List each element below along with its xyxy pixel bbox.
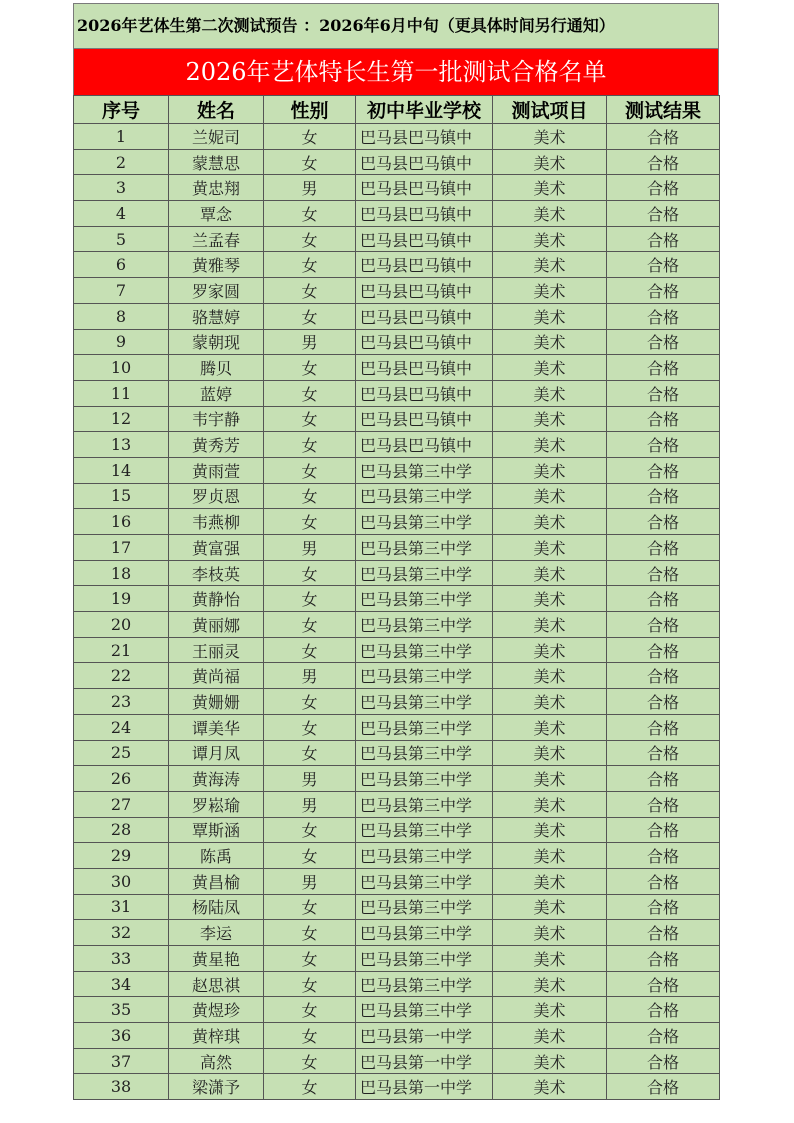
cell-index[interactable]: 8 [74, 303, 169, 329]
cell-name[interactable]: 罗贞恩 [169, 483, 264, 509]
cell-gender[interactable]: 女 [264, 303, 356, 329]
cell-name[interactable]: 黄梓琪 [169, 1023, 264, 1049]
cell-name[interactable]: 蒙慧思 [169, 149, 264, 175]
cell-name[interactable]: 李枝英 [169, 560, 264, 586]
cell-result[interactable]: 合格 [607, 175, 720, 201]
cell-index[interactable]: 31 [74, 894, 169, 920]
cell-school[interactable]: 巴马县巴马镇中 [356, 175, 493, 201]
cell-result[interactable]: 合格 [607, 586, 720, 612]
cell-index[interactable]: 19 [74, 586, 169, 612]
cell-result[interactable]: 合格 [607, 252, 720, 278]
cell-index[interactable]: 5 [74, 226, 169, 252]
cell-result[interactable]: 合格 [607, 714, 720, 740]
cell-subject[interactable]: 美术 [493, 586, 607, 612]
cell-name[interactable]: 赵思祺 [169, 971, 264, 997]
cell-subject[interactable]: 美术 [493, 1023, 607, 1049]
cell-gender[interactable]: 女 [264, 740, 356, 766]
table-row [74, 868, 720, 894]
table-row [74, 1048, 720, 1074]
cell-gender[interactable]: 女 [264, 586, 356, 612]
table-row [74, 560, 720, 586]
cell-subject[interactable]: 美术 [493, 612, 607, 638]
cell-gender[interactable]: 女 [264, 997, 356, 1023]
cell-school[interactable]: 巴马县第一中学 [356, 1074, 493, 1100]
cell-name[interactable]: 黄丽娜 [169, 612, 264, 638]
cell-index[interactable]: 21 [74, 637, 169, 663]
cell-index[interactable]: 12 [74, 406, 169, 432]
cell-subject[interactable]: 美术 [493, 406, 607, 432]
cell-result[interactable]: 合格 [607, 278, 720, 304]
cell-school[interactable]: 巴马县第三中学 [356, 997, 493, 1023]
cell-index[interactable]: 37 [74, 1048, 169, 1074]
cell-result[interactable]: 合格 [607, 689, 720, 715]
cell-result[interactable]: 合格 [607, 483, 720, 509]
table-row [74, 509, 720, 535]
cell-subject[interactable]: 美术 [493, 535, 607, 561]
cell-school[interactable]: 巴马县第三中学 [356, 740, 493, 766]
cell-name[interactable]: 罗崧瑜 [169, 791, 264, 817]
cell-school[interactable]: 巴马县第三中学 [356, 714, 493, 740]
cell-name[interactable]: 高然 [169, 1048, 264, 1074]
header-subject[interactable]: 测试项目 [493, 96, 607, 124]
cell-name[interactable]: 兰孟春 [169, 226, 264, 252]
cell-name[interactable]: 黄静怡 [169, 586, 264, 612]
cell-school[interactable]: 巴马县巴马镇中 [356, 201, 493, 227]
cell-index[interactable]: 13 [74, 432, 169, 458]
results-table [73, 95, 720, 1100]
cell-school[interactable]: 巴马县第三中学 [356, 535, 493, 561]
table-row [74, 586, 720, 612]
table-row [74, 226, 720, 252]
cell-result[interactable]: 合格 [607, 740, 720, 766]
cell-result[interactable]: 合格 [607, 149, 720, 175]
cell-school[interactable]: 巴马县第三中学 [356, 483, 493, 509]
cell-gender[interactable]: 男 [264, 868, 356, 894]
cell-name[interactable]: 黄忠翔 [169, 175, 264, 201]
cell-school[interactable]: 巴马县巴马镇中 [356, 124, 493, 150]
table-row [74, 714, 720, 740]
cell-school[interactable]: 巴马县巴马镇中 [356, 226, 493, 252]
cell-subject[interactable]: 美术 [493, 560, 607, 586]
cell-subject[interactable]: 美术 [493, 714, 607, 740]
cell-gender[interactable]: 女 [264, 1023, 356, 1049]
cell-index[interactable]: 28 [74, 817, 169, 843]
cell-subject[interactable]: 美术 [493, 663, 607, 689]
table-row [74, 894, 720, 920]
cell-school[interactable]: 巴马县第三中学 [356, 663, 493, 689]
cell-subject[interactable]: 美术 [493, 637, 607, 663]
cell-name[interactable]: 骆慧婷 [169, 303, 264, 329]
cell-subject[interactable]: 美术 [493, 1048, 607, 1074]
table-row [74, 406, 720, 432]
table-row [74, 997, 720, 1023]
cell-result[interactable]: 合格 [607, 406, 720, 432]
cell-index[interactable]: 4 [74, 201, 169, 227]
cell-subject[interactable]: 美术 [493, 791, 607, 817]
cell-index[interactable]: 32 [74, 920, 169, 946]
cell-name[interactable]: 罗家圆 [169, 278, 264, 304]
cell-name[interactable]: 黄星艳 [169, 946, 264, 972]
cell-result[interactable]: 合格 [607, 868, 720, 894]
table-row [74, 663, 720, 689]
cell-result[interactable]: 合格 [607, 612, 720, 638]
cell-name[interactable]: 韦燕柳 [169, 509, 264, 535]
cell-subject[interactable]: 美术 [493, 278, 607, 304]
table-row [74, 149, 720, 175]
cell-name[interactable]: 黄煜珍 [169, 997, 264, 1023]
cell-name[interactable]: 谭美华 [169, 714, 264, 740]
cell-result[interactable]: 合格 [607, 791, 720, 817]
cell-subject[interactable]: 美术 [493, 766, 607, 792]
cell-gender[interactable]: 女 [264, 252, 356, 278]
cell-subject[interactable]: 美术 [493, 689, 607, 715]
cell-result[interactable]: 合格 [607, 303, 720, 329]
cell-index[interactable]: 7 [74, 278, 169, 304]
table-row [74, 355, 720, 381]
cell-gender[interactable]: 女 [264, 201, 356, 227]
cell-subject[interactable]: 美术 [493, 355, 607, 381]
table-row [74, 1023, 720, 1049]
cell-school[interactable]: 巴马县第一中学 [356, 1023, 493, 1049]
cell-name[interactable]: 黄雨萱 [169, 457, 264, 483]
table-row [74, 843, 720, 869]
table-row [74, 971, 720, 997]
cell-gender[interactable]: 女 [264, 612, 356, 638]
cell-index[interactable]: 10 [74, 355, 169, 381]
cell-result[interactable]: 合格 [607, 946, 720, 972]
cell-gender[interactable]: 男 [264, 175, 356, 201]
cell-school[interactable]: 巴马县第三中学 [356, 946, 493, 972]
table-row [74, 920, 720, 946]
cell-name[interactable]: 黄尚福 [169, 663, 264, 689]
table-row [74, 817, 720, 843]
cell-name[interactable]: 蓝婷 [169, 380, 264, 406]
cell-school[interactable]: 巴马县第三中学 [356, 457, 493, 483]
cell-school[interactable]: 巴马县第三中学 [356, 971, 493, 997]
table-row [74, 432, 720, 458]
cell-index[interactable]: 17 [74, 535, 169, 561]
cell-gender[interactable]: 女 [264, 124, 356, 150]
cell-school[interactable]: 巴马县第三中学 [356, 868, 493, 894]
spreadsheet [73, 3, 719, 1100]
cell-gender[interactable]: 女 [264, 457, 356, 483]
cell-gender[interactable]: 女 [264, 355, 356, 381]
cell-subject[interactable]: 美术 [493, 483, 607, 509]
cell-result[interactable]: 合格 [607, 1074, 720, 1100]
cell-name[interactable]: 梁潇予 [169, 1074, 264, 1100]
header-row [74, 96, 720, 124]
cell-result[interactable]: 合格 [607, 920, 720, 946]
cell-school[interactable]: 巴马县第三中学 [356, 920, 493, 946]
cell-gender[interactable]: 女 [264, 894, 356, 920]
cell-school[interactable]: 巴马县巴马镇中 [356, 380, 493, 406]
cell-index[interactable]: 23 [74, 689, 169, 715]
table-row [74, 175, 720, 201]
table-row [74, 791, 720, 817]
cell-subject[interactable]: 美术 [493, 226, 607, 252]
cell-result[interactable]: 合格 [607, 380, 720, 406]
cell-index[interactable]: 14 [74, 457, 169, 483]
cell-gender[interactable]: 女 [264, 689, 356, 715]
cell-school[interactable]: 巴马县巴马镇中 [356, 406, 493, 432]
cell-index[interactable]: 11 [74, 380, 169, 406]
cell-school[interactable]: 巴马县巴马镇中 [356, 355, 493, 381]
table-row [74, 689, 720, 715]
cell-index[interactable]: 2 [74, 149, 169, 175]
cell-school[interactable]: 巴马县第三中学 [356, 689, 493, 715]
cell-result[interactable]: 合格 [607, 1023, 720, 1049]
cell-name[interactable]: 王丽灵 [169, 637, 264, 663]
cell-subject[interactable]: 美术 [493, 997, 607, 1023]
cell-name[interactable]: 覃斯涵 [169, 817, 264, 843]
cell-subject[interactable]: 美术 [493, 1074, 607, 1100]
cell-subject[interactable]: 美术 [493, 175, 607, 201]
cell-school[interactable]: 巴马县第三中学 [356, 509, 493, 535]
cell-subject[interactable]: 美术 [493, 509, 607, 535]
cell-result[interactable]: 合格 [607, 201, 720, 227]
table-row [74, 201, 720, 227]
cell-index[interactable]: 36 [74, 1023, 169, 1049]
cell-school[interactable]: 巴马县第三中学 [356, 586, 493, 612]
cell-result[interactable]: 合格 [607, 843, 720, 869]
table-row [74, 637, 720, 663]
cell-school[interactable]: 巴马县第三中学 [356, 560, 493, 586]
cell-result[interactable]: 合格 [607, 355, 720, 381]
cell-index[interactable]: 24 [74, 714, 169, 740]
cell-result[interactable]: 合格 [607, 637, 720, 663]
cell-name[interactable]: 谭月凤 [169, 740, 264, 766]
header-result[interactable]: 测试结果 [607, 96, 720, 124]
cell-gender[interactable]: 女 [264, 406, 356, 432]
cell-index[interactable]: 9 [74, 329, 169, 355]
page-title[interactable]: 2026年艺体特长生第一批测试合格名单 [73, 49, 719, 95]
cell-name[interactable]: 黄海涛 [169, 766, 264, 792]
cell-subject[interactable]: 美术 [493, 432, 607, 458]
cell-gender[interactable]: 男 [264, 663, 356, 689]
cell-gender[interactable]: 女 [264, 637, 356, 663]
cell-index[interactable]: 34 [74, 971, 169, 997]
cell-result[interactable]: 合格 [607, 329, 720, 355]
cell-gender[interactable]: 女 [264, 843, 356, 869]
cell-school[interactable]: 巴马县巴马镇中 [356, 252, 493, 278]
cell-index[interactable]: 30 [74, 868, 169, 894]
table-row [74, 740, 720, 766]
header-name[interactable]: 姓名 [169, 96, 264, 124]
cell-gender[interactable]: 男 [264, 791, 356, 817]
cell-index[interactable]: 27 [74, 791, 169, 817]
cell-subject[interactable]: 美术 [493, 457, 607, 483]
cell-school[interactable]: 巴马县第三中学 [356, 637, 493, 663]
cell-index[interactable]: 15 [74, 483, 169, 509]
cell-name[interactable]: 黄富强 [169, 535, 264, 561]
cell-index[interactable]: 26 [74, 766, 169, 792]
cell-result[interactable]: 合格 [607, 894, 720, 920]
cell-school[interactable]: 巴马县巴马镇中 [356, 329, 493, 355]
table-row [74, 380, 720, 406]
cell-gender[interactable]: 女 [264, 509, 356, 535]
cell-school[interactable]: 巴马县第三中学 [356, 612, 493, 638]
cell-subject[interactable]: 美术 [493, 868, 607, 894]
table-row [74, 483, 720, 509]
cell-subject[interactable]: 美术 [493, 920, 607, 946]
cell-result[interactable]: 合格 [607, 971, 720, 997]
notice-row[interactable]: 2026年艺体生第二次测试预告 ：2026年6月中旬（更具体时间另行通知） [73, 3, 719, 49]
cell-gender[interactable]: 男 [264, 535, 356, 561]
table-row [74, 766, 720, 792]
cell-gender[interactable]: 男 [264, 329, 356, 355]
cell-result[interactable]: 合格 [607, 817, 720, 843]
cell-result[interactable]: 合格 [607, 509, 720, 535]
table-row [74, 535, 720, 561]
cell-index[interactable]: 20 [74, 612, 169, 638]
cell-school[interactable]: 巴马县第三中学 [356, 894, 493, 920]
cell-school[interactable]: 巴马县巴马镇中 [356, 278, 493, 304]
table-row [74, 252, 720, 278]
cell-gender[interactable]: 女 [264, 971, 356, 997]
cell-school[interactable]: 巴马县第一中学 [356, 1048, 493, 1074]
cell-name[interactable]: 黄秀芳 [169, 432, 264, 458]
cell-school[interactable]: 巴马县巴马镇中 [356, 149, 493, 175]
cell-index[interactable]: 3 [74, 175, 169, 201]
cell-gender[interactable]: 女 [264, 946, 356, 972]
cell-school[interactable]: 巴马县第三中学 [356, 791, 493, 817]
cell-index[interactable]: 33 [74, 946, 169, 972]
cell-subject[interactable]: 美术 [493, 303, 607, 329]
table-row [74, 612, 720, 638]
cell-index[interactable]: 16 [74, 509, 169, 535]
cell-subject[interactable]: 美术 [493, 252, 607, 278]
cell-result[interactable]: 合格 [607, 535, 720, 561]
cell-result[interactable]: 合格 [607, 432, 720, 458]
cell-name[interactable]: 李运 [169, 920, 264, 946]
cell-gender[interactable]: 女 [264, 560, 356, 586]
table-row [74, 457, 720, 483]
header-index[interactable]: 序号 [74, 96, 169, 124]
header-school[interactable]: 初中毕业学校 [356, 96, 493, 124]
cell-name[interactable]: 蒙朝现 [169, 329, 264, 355]
table-row [74, 1074, 720, 1100]
cell-result[interactable]: 合格 [607, 560, 720, 586]
cell-gender[interactable]: 男 [264, 766, 356, 792]
cell-index[interactable]: 29 [74, 843, 169, 869]
cell-name[interactable]: 黄昌榆 [169, 868, 264, 894]
cell-subject[interactable]: 美术 [493, 380, 607, 406]
cell-subject[interactable]: 美术 [493, 201, 607, 227]
cell-gender[interactable]: 女 [264, 920, 356, 946]
cell-school[interactable]: 巴马县巴马镇中 [356, 303, 493, 329]
cell-subject[interactable]: 美术 [493, 740, 607, 766]
table-row [74, 124, 720, 150]
cell-subject[interactable]: 美术 [493, 149, 607, 175]
cell-gender[interactable]: 女 [264, 149, 356, 175]
cell-result[interactable]: 合格 [607, 997, 720, 1023]
cell-result[interactable]: 合格 [607, 457, 720, 483]
table-row [74, 329, 720, 355]
cell-school[interactable]: 巴马县巴马镇中 [356, 432, 493, 458]
cell-gender[interactable]: 女 [264, 380, 356, 406]
cell-result[interactable]: 合格 [607, 124, 720, 150]
cell-index[interactable]: 35 [74, 997, 169, 1023]
cell-gender[interactable]: 女 [264, 1074, 356, 1100]
cell-school[interactable]: 巴马县第三中学 [356, 766, 493, 792]
cell-school[interactable]: 巴马县第三中学 [356, 817, 493, 843]
cell-name[interactable]: 黄雅琴 [169, 252, 264, 278]
cell-name[interactable]: 覃念 [169, 201, 264, 227]
cell-subject[interactable]: 美术 [493, 124, 607, 150]
cell-subject[interactable]: 美术 [493, 971, 607, 997]
cell-result[interactable]: 合格 [607, 1048, 720, 1074]
cell-name[interactable]: 陈禹 [169, 843, 264, 869]
cell-gender[interactable]: 女 [264, 278, 356, 304]
cell-gender[interactable]: 女 [264, 483, 356, 509]
cell-school[interactable]: 巴马县第三中学 [356, 843, 493, 869]
cell-index[interactable]: 25 [74, 740, 169, 766]
cell-subject[interactable]: 美术 [493, 329, 607, 355]
cell-index[interactable]: 6 [74, 252, 169, 278]
cell-name[interactable]: 韦宇静 [169, 406, 264, 432]
cell-name[interactable]: 杨陆凤 [169, 894, 264, 920]
cell-result[interactable]: 合格 [607, 226, 720, 252]
cell-name[interactable]: 兰妮司 [169, 124, 264, 150]
table-row [74, 278, 720, 304]
header-gender[interactable]: 性别 [264, 96, 356, 124]
cell-index[interactable]: 38 [74, 1074, 169, 1100]
cell-name[interactable]: 腾贝 [169, 355, 264, 381]
cell-index[interactable]: 18 [74, 560, 169, 586]
cell-gender[interactable]: 女 [264, 817, 356, 843]
cell-subject[interactable]: 美术 [493, 843, 607, 869]
table-row [74, 946, 720, 972]
cell-subject[interactable]: 美术 [493, 894, 607, 920]
cell-gender[interactable]: 女 [264, 432, 356, 458]
cell-gender[interactable]: 女 [264, 1048, 356, 1074]
table-row [74, 303, 720, 329]
cell-subject[interactable]: 美术 [493, 946, 607, 972]
cell-result[interactable]: 合格 [607, 663, 720, 689]
cell-subject[interactable]: 美术 [493, 817, 607, 843]
cell-gender[interactable]: 女 [264, 714, 356, 740]
cell-result[interactable]: 合格 [607, 766, 720, 792]
cell-index[interactable]: 1 [74, 124, 169, 150]
cell-index[interactable]: 22 [74, 663, 169, 689]
cell-name[interactable]: 黄姗姗 [169, 689, 264, 715]
cell-gender[interactable]: 女 [264, 226, 356, 252]
